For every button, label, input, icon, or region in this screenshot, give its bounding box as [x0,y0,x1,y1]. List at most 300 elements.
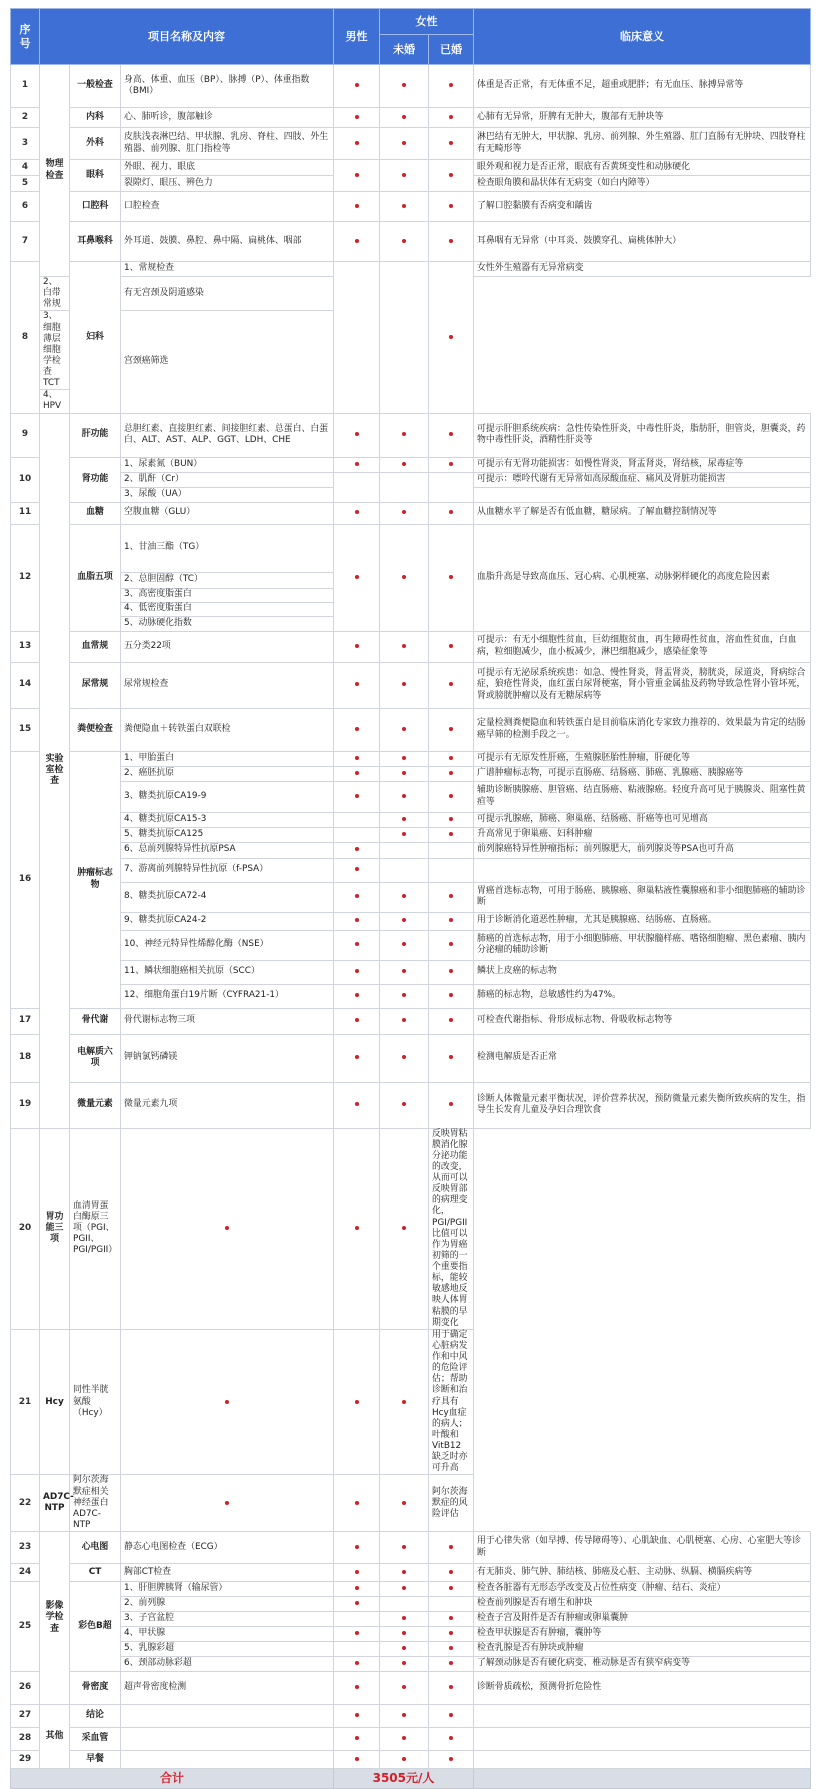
included-dot-icon [449,1631,453,1635]
row-item: 阿尔茨海默症相关神经蛋白AD7C-NTP [70,1475,121,1532]
included-dot-icon [402,1661,406,1665]
row-sub: 电解质六项 [70,1034,121,1082]
included-dot-icon [449,1736,453,1740]
unmarried-dot [380,827,429,842]
married-dot [429,827,474,842]
table-row [11,524,811,572]
unmarried-dot [380,1532,429,1564]
table-row [11,192,811,222]
category-lab: 实验室检查 [40,413,70,1128]
unmarried-dot [380,1082,429,1128]
row-sub: 内科 [70,108,121,128]
row-no: 4 [11,160,40,176]
male-dot [334,631,380,662]
row-meaning: 阿尔茨海默症的风险评估 [429,1475,474,1532]
table-row [11,1657,811,1672]
married-dot [429,858,474,882]
male-dot [334,1627,380,1642]
header-female: 女性 [380,9,474,35]
male-dot [334,1582,380,1597]
table-row [11,1728,811,1751]
included-dot-icon [402,1545,406,1549]
row-meaning: 可提示有无肾功能损害：如慢性肾炎，肾盂肾炎，肾结核，尿毒症等 [474,457,811,472]
included-dot-icon [402,727,406,731]
married-dot [429,192,474,222]
included-dot-icon [402,918,406,922]
included-dot-icon [402,141,406,145]
male-dot [334,1642,380,1657]
row-item: 2、癌胚抗原 [121,766,334,781]
male-dot [334,812,380,827]
included-dot-icon [449,942,453,946]
row-meaning: 检测电解质是否正常 [474,1034,811,1082]
married-dot [429,222,474,262]
row-no: 7 [11,222,40,262]
row-meaning: 血脂升高是导致高血压、冠心病、心肌梗塞、动脉粥样硬化的高度危险因素 [474,524,811,631]
table-row [11,1612,811,1627]
included-dot-icon [449,239,453,243]
included-dot-icon [402,239,406,243]
row-item: 1、甘油三酯（TG） [121,524,334,572]
row-no: 28 [11,1728,40,1751]
included-dot-icon [355,1501,359,1505]
included-dot-icon [402,1736,406,1740]
included-dot-icon [449,1616,453,1620]
married-dot [429,1008,474,1034]
included-dot-icon [449,1713,453,1717]
included-dot-icon [402,817,406,821]
married-dot [429,912,474,930]
row-no: 18 [11,1034,40,1082]
row-item: 6、总前列腺特异性抗原PSA [121,842,334,858]
included-dot-icon [355,644,359,648]
unmarried-dot [380,472,429,502]
included-dot-icon [355,682,359,686]
unmarried-dot [380,524,429,631]
table-row [11,472,811,487]
table-row [11,1475,811,1532]
included-dot-icon [355,1661,359,1665]
row-item: 4、HPV [40,390,70,413]
row-meaning: 可提示：有无小细胞性贫血，巨幼细胞贫血，再生障碍性贫血，溶血性贫血，白血病，粒细胞减少，血小板减少，淋巴细胞减少，感染征象等 [474,631,811,662]
unmarried-dot [380,1705,429,1728]
row-no: 14 [11,662,40,708]
included-dot-icon [355,867,359,871]
row-sub: 骨代谢 [70,1008,121,1034]
table-row [11,662,811,708]
included-dot-icon [355,1601,359,1605]
male-dot [334,781,380,812]
table-row [11,128,811,160]
male-dot [334,222,380,262]
row-meaning: 检查甲状腺是否有肿瘤，囊肿等 [474,1627,811,1642]
table-row [11,1642,811,1657]
row-meaning: 鳞状上皮癌的标志物 [474,960,811,984]
married-dot [429,108,474,128]
row-item: 外眼、视力、眼底 [121,160,334,176]
row-item: 裂隙灯、眼压、辨色力 [121,176,334,192]
male-dot [334,128,380,160]
row-item: 2、总胆固醇（TC） [121,572,334,588]
row-meaning: 用于诊断消化道恶性肿瘤，尤其是胰腺癌、结肠癌、直肠癌。 [474,912,811,930]
unmarried-dot [380,912,429,930]
row-sub: CT [70,1564,121,1582]
row-meaning [474,1751,811,1769]
row-item: 胸部CT检查 [121,1564,334,1582]
row-item: 尿常规检查 [121,662,334,708]
row-no: 26 [11,1672,40,1705]
included-dot-icon [449,727,453,731]
table-row [11,812,811,827]
included-dot-icon [449,575,453,579]
unmarried-dot [380,930,429,960]
unmarried-dot [380,262,429,414]
married-dot [429,631,474,662]
table-row [11,766,811,781]
row-sub: 眼科 [70,160,121,192]
row-no: 27 [11,1705,40,1728]
row-item: 3、糖类抗原CA19-9 [121,781,334,812]
included-dot-icon [449,1757,453,1761]
row-item: 3、尿酸（UA） [121,487,334,502]
male-dot [121,1128,334,1329]
row-sub: 肾功能 [70,457,121,502]
married-dot [429,472,474,502]
row-item [121,1728,334,1751]
male-dot [334,1751,380,1769]
table-row [11,751,811,766]
row-meaning: 从血糖水平了解是否有低血糖，糖尿病。了解血糖控制情况等 [474,502,811,524]
included-dot-icon [225,1501,229,1505]
table-row [11,882,811,912]
row-meaning: 胃癌首选标志物，可用于肠癌、胰腺癌、卵巢粘液性囊腺癌和非小细胞肺癌的辅助诊断 [474,882,811,912]
male-dot [334,1612,380,1627]
unmarried-dot [380,192,429,222]
included-dot-icon [449,115,453,119]
included-dot-icon [449,1661,453,1665]
included-dot-icon [355,847,359,851]
row-item: 空腹血糖（GLU） [121,502,334,524]
included-dot-icon [449,993,453,997]
unmarried-dot [380,1582,429,1597]
included-dot-icon [402,1757,406,1761]
row-sub: 血糖 [70,502,121,524]
included-dot-icon [449,432,453,436]
male-dot [334,1728,380,1751]
unmarried-dot [380,1564,429,1582]
header-male: 男性 [334,9,380,65]
header-item: 项目名称及内容 [40,9,334,65]
unmarried-dot [380,222,429,262]
male-dot [334,1672,380,1705]
row-sub: 采血管 [70,1728,121,1751]
row-meaning: 前列腺癌特异性肿瘤指标；前列腺肥大，前列腺炎等PSA也可升高 [474,842,811,858]
male-dot [334,1008,380,1034]
table-row [11,1627,811,1642]
row-no: 15 [11,708,40,751]
row-no: 21 [11,1329,40,1475]
married-dot [429,1082,474,1128]
unmarried-dot [380,662,429,708]
married-dot [429,1612,474,1627]
row-meaning: 了解口腔黏膜有否病变和龋齿 [474,192,811,222]
row-no: 3 [11,128,40,160]
row-sub: 耳鼻喉科 [70,222,121,262]
unmarried-dot [380,984,429,1008]
married-dot [429,708,474,751]
included-dot-icon [402,83,406,87]
unmarried-dot [380,766,429,781]
unmarried-dot [380,108,429,128]
row-meaning: 耳鼻咽有无异常（中耳炎、鼓膜穿孔、扁桃体肿大） [474,222,811,262]
row-meaning: 用于确定心脏病发作和中风的危险评估；帮助诊断和治疗具有Hcy血症的病人；叶酸和VitB12缺乏时亦可升高 [429,1329,474,1475]
unmarried-dot [380,1642,429,1657]
included-dot-icon [355,173,359,177]
row-meaning [474,858,811,882]
row-item: 7、游离前列腺特异性抗原（f-PSA） [121,858,334,882]
included-dot-icon [402,1713,406,1717]
row-item: 微量元素九项 [121,1082,334,1128]
included-dot-icon [355,1545,359,1549]
table-row [11,631,811,662]
included-dot-icon [402,832,406,836]
married-dot [429,662,474,708]
included-dot-icon [449,1570,453,1574]
row-item: 4、糖类抗原CA15-3 [121,812,334,827]
included-dot-icon [355,432,359,436]
unmarried-dot [334,1329,380,1475]
included-dot-icon [225,1400,229,1404]
married-dot [429,766,474,781]
married-dot [429,457,474,472]
row-item: 9、糖类抗原CA24-2 [121,912,334,930]
row-sub: AD7C-NTP [40,1475,70,1532]
unmarried-dot [380,781,429,812]
table-row [11,1705,811,1728]
married-dot [429,413,474,457]
row-item: 10、神经元特异性烯醇化酶（NSE） [121,930,334,960]
row-meaning: 用于心律失常（如早搏、传导障碍等）、心肌缺血、心肌梗塞、心房、心室肥大等诊断 [474,1532,811,1564]
married-dot [429,1034,474,1082]
row-item: 粪便隐血＋转铁蛋白双联检 [121,708,334,751]
included-dot-icon [402,1018,406,1022]
row-sub: 彩色B超 [70,1582,121,1672]
included-dot-icon [355,1736,359,1740]
male-dot [334,457,380,472]
row-item: 总胆红素、直接胆红素、间接胆红素、总蛋白、白蛋白、ALT、AST、ALP、GGT、LDH、CHE [121,413,334,457]
row-no: 1 [11,65,40,108]
header-meaning: 临床意义 [474,9,811,65]
table-row [11,842,811,858]
married-dot [429,960,474,984]
row-meaning: 检查眼角膜和晶状体有无病变（如白内障等） [474,176,811,192]
included-dot-icon [355,510,359,514]
included-dot-icon [355,1018,359,1022]
row-item: 5、动脉硬化指数 [121,616,334,631]
row-meaning [474,1705,811,1728]
married-dot [429,781,474,812]
married-dot [380,1128,429,1329]
included-dot-icon [355,115,359,119]
unmarried-dot [380,858,429,882]
male-dot [334,842,380,858]
table-row [11,1564,811,1582]
included-dot-icon [355,1586,359,1590]
exam-package-table [10,8,811,1789]
unmarried-dot [380,1657,429,1672]
male-dot [334,1705,380,1728]
row-meaning: 可提示：嘌呤代谢有无异常如高尿酸血症、痛风及肾脏功能损害 [474,472,811,487]
unmarried-dot [380,1627,429,1642]
row-meaning: 淋巴结有无肿大，甲状腺、乳房、前列腺、外生殖器、肛门直肠有无肿块、四肢脊柱有无畸形等 [474,128,811,160]
included-dot-icon [449,771,453,775]
included-dot-icon [355,969,359,973]
included-dot-icon [355,794,359,798]
male-dot [334,858,380,882]
male-dot [334,662,380,708]
row-meaning: 可提示有无原发性肝癌，生殖腺胚胎性肿瘤，肝硬化等 [474,751,811,766]
male-dot [334,1034,380,1082]
included-dot-icon [355,239,359,243]
included-dot-icon [449,1545,453,1549]
included-dot-icon [402,1616,406,1620]
category-physical: 物理检查 [40,65,70,277]
row-sub: 心电图 [70,1532,121,1564]
row-item: 4、低密度脂蛋白 [121,602,334,616]
included-dot-icon [449,918,453,922]
married-dot [429,842,474,858]
table-row [11,65,811,108]
unmarried-dot [380,1751,429,1769]
table-row [11,502,811,524]
table-row [11,108,811,128]
included-dot-icon [402,173,406,177]
row-meaning: 有无肺炎、肺气肿、肺结核、肺癌及心脏、主动脉、纵膈、横膈疾病等 [474,1564,811,1582]
unmarried-dot [380,842,429,858]
table-row [11,222,811,262]
row-sub: 微量元素 [70,1082,121,1128]
male-dot [334,108,380,128]
table-row [11,1672,811,1705]
married-dot [429,1705,474,1728]
row-item [121,1751,334,1769]
male-dot [334,708,380,751]
included-dot-icon [402,794,406,798]
married-dot [429,1672,474,1705]
included-dot-icon [402,462,406,466]
included-dot-icon [402,1102,406,1106]
included-dot-icon [449,969,453,973]
row-sub: 胃功能三项 [40,1128,70,1329]
unmarried-dot [380,1034,429,1082]
table-row [11,1034,811,1082]
married-dot [429,1627,474,1642]
included-dot-icon [449,173,453,177]
male-dot [334,930,380,960]
row-no: 23 [11,1532,40,1564]
male-dot [334,524,380,631]
total-price: 3505元/人 [334,1769,474,1789]
unmarried-dot [380,751,429,766]
married-dot [429,1642,474,1657]
row-meaning: 检查前列腺是否有增生和肿块 [474,1597,811,1612]
row-no: 6 [11,192,40,222]
row-sub: 肝功能 [70,413,121,457]
included-dot-icon [449,335,453,339]
row-item: 外耳道、鼓膜、鼻腔、鼻中隔、扁桃体、咽部 [121,222,334,262]
male-dot [121,1329,334,1475]
table-row [11,930,811,960]
included-dot-icon [402,575,406,579]
included-dot-icon [355,575,359,579]
row-no: 19 [11,1082,40,1128]
included-dot-icon [449,894,453,898]
row-item: 11、鳞状细胞癌相关抗原（SCC） [121,960,334,984]
table-row [11,912,811,930]
included-dot-icon [449,1055,453,1059]
unmarried-dot [380,1612,429,1627]
row-item: 皮肤浅表淋巴结、甲状腺、乳房、脊柱、四肢、外生殖器、前列腺、肛门指检等 [121,128,334,160]
row-meaning: 女性外生殖器有无异常病变 [474,262,811,277]
table-row [11,1751,811,1769]
table-row [11,858,811,882]
male-dot [334,984,380,1008]
included-dot-icon [449,1586,453,1590]
included-dot-icon [355,1713,359,1717]
row-item: 静态心电图检查（ECG） [121,1532,334,1564]
married-dot [380,1329,429,1475]
male-dot [334,960,380,984]
row-meaning: 广谱肿瘤标志物，可提示直肠癌、结肠癌、肺癌、乳腺癌、胰腺癌等 [474,766,811,781]
included-dot-icon [402,682,406,686]
unmarried-dot [380,1008,429,1034]
included-dot-icon [402,644,406,648]
married-dot [429,812,474,827]
male-dot [334,502,380,524]
included-dot-icon [355,1226,359,1230]
included-dot-icon [355,771,359,775]
included-dot-icon [402,993,406,997]
included-dot-icon [402,771,406,775]
table-row [11,827,811,842]
row-item: 6、颈部动脉彩超 [121,1657,334,1672]
row-no: 10 [11,457,40,502]
row-sub: 血脂五项 [70,524,121,631]
row-no: 2 [11,108,40,128]
row-no: 22 [11,1475,40,1532]
row-meaning: 可提示乳腺癌，肺癌、卵巢癌、结肠癌、肝癌等也可见增高 [474,812,811,827]
row-no: 16 [11,751,40,1008]
included-dot-icon [402,1055,406,1059]
unmarried-dot [380,128,429,160]
included-dot-icon [355,141,359,145]
table-row [11,1329,811,1475]
table-row [11,1082,811,1128]
unmarried-dot [380,708,429,751]
row-item: 同性半胱氨酸（Hcy） [70,1329,121,1475]
row-sub: 早餐 [70,1751,121,1769]
row-item: 2、白带常规 [40,277,70,311]
table-row [11,1532,811,1564]
table-row [11,781,811,812]
included-dot-icon [402,1586,406,1590]
married-dot [429,1597,474,1612]
row-meaning: 心肺有无异常，肝脾有无肿大，腹部有无肿块等 [474,108,811,128]
unmarried-dot [334,1128,380,1329]
row-sub: 血常规 [70,631,121,662]
male-dot [334,1082,380,1128]
row-item: 1、尿素氮（BUN） [121,457,334,472]
